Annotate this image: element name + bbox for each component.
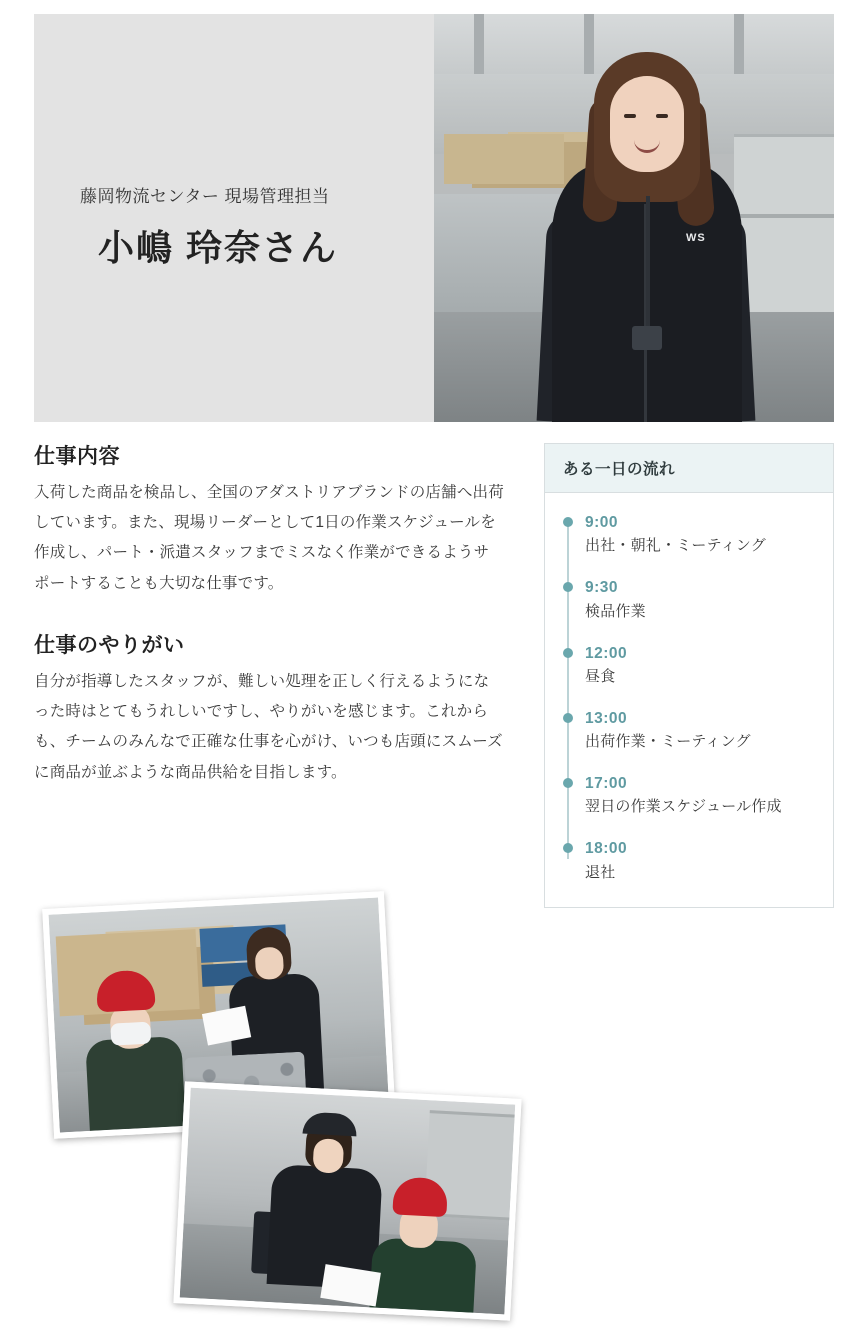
collage-photo-office-content [180,1088,516,1315]
photo-collage [34,890,504,1310]
timeline-item [585,837,815,884]
article-column [34,440,504,818]
photo-beam [734,14,744,74]
timeline-time: 9:30 [585,579,619,597]
daily-schedule-card [544,443,834,908]
photo-lanyard [646,196,650,326]
hero-portrait-photo [434,14,834,422]
photo-person-eye-right [656,114,668,118]
photo-jacket-logo: WS [686,232,706,244]
photo-beam [474,14,484,74]
section-title-work-content: 仕事内容 [34,445,120,468]
collage-photo-office [173,1081,521,1320]
timeline-time: 12:00 [585,644,628,662]
timeline-dot-icon [563,582,573,592]
timeline-desc: 退社 [585,863,616,881]
timeline-item [585,576,815,623]
timeline-item [585,707,815,754]
scene-worker-coat [369,1237,477,1312]
daily-schedule-heading: ある一日の流れ [545,444,833,493]
timeline-item [585,772,815,819]
timeline-dot-icon [563,843,573,853]
hero-text-block [34,14,434,422]
timeline-desc: 翌日の作業スケジュール作成 [585,798,782,816]
section-title-work-reward: 仕事のやりがい [34,633,185,657]
timeline-dot-icon [563,517,573,527]
timeline-item [585,642,815,689]
timeline-dot-icon [563,713,573,723]
photo-shelf-rail [734,214,834,218]
scene-worker-green-coat [85,1036,186,1131]
hero-name: 小嶋 玲奈さん [98,227,339,268]
scene-leader-face [312,1138,344,1174]
section-body-work-content: 入荷した商品を検品し、全国のアダストリアブランドの店舗へ出荷しています。また、現場リーダーとして1日の作業スケジュールを作成し、パート・派遣スタッフまでミスなく作業ができるようサポートすることも大切な仕事です。 [34,484,504,592]
daily-schedule-body [545,493,833,907]
timeline-time: 13:00 [585,709,628,727]
scene-worker-mask [110,1022,151,1046]
timeline-desc: 検品作業 [585,602,646,620]
timeline-time: 18:00 [585,840,628,858]
timeline-item [585,511,815,558]
photo-beam [584,14,594,74]
timeline-time: 9:00 [585,514,619,531]
photo-id-badge [632,326,662,350]
hero-role: 藤岡物流センター 現場管理担当 [80,187,330,206]
photo-shelf [734,134,834,320]
timeline-list [563,511,815,885]
timeline-time: 17:00 [585,775,628,792]
timeline-desc: 出荷作業・ミーティング [585,733,751,750]
top-divider [0,0,859,3]
timeline-desc: 昼食 [585,667,616,685]
section-body-work-reward: 自分が指導したスタッフが、難しい処理を正しく行えるようになった時はとてもうれしいですし、やりがいを感じます。これからも、チームのみんなで正確な仕事を心がけ、いつも店頭にスムーズに商品が並ぶような商品供給を目指します。 [34,672,503,781]
scene-leader-face [255,947,285,980]
timeline-desc: 出社・朝礼・ミーティング [585,537,766,555]
timeline-dot-icon [563,778,573,788]
photo-person-face [610,76,684,172]
photo-cartons [444,134,564,184]
hero-banner [34,14,834,422]
photo-person-eye-left [624,114,636,118]
timeline-dot-icon [563,648,573,658]
